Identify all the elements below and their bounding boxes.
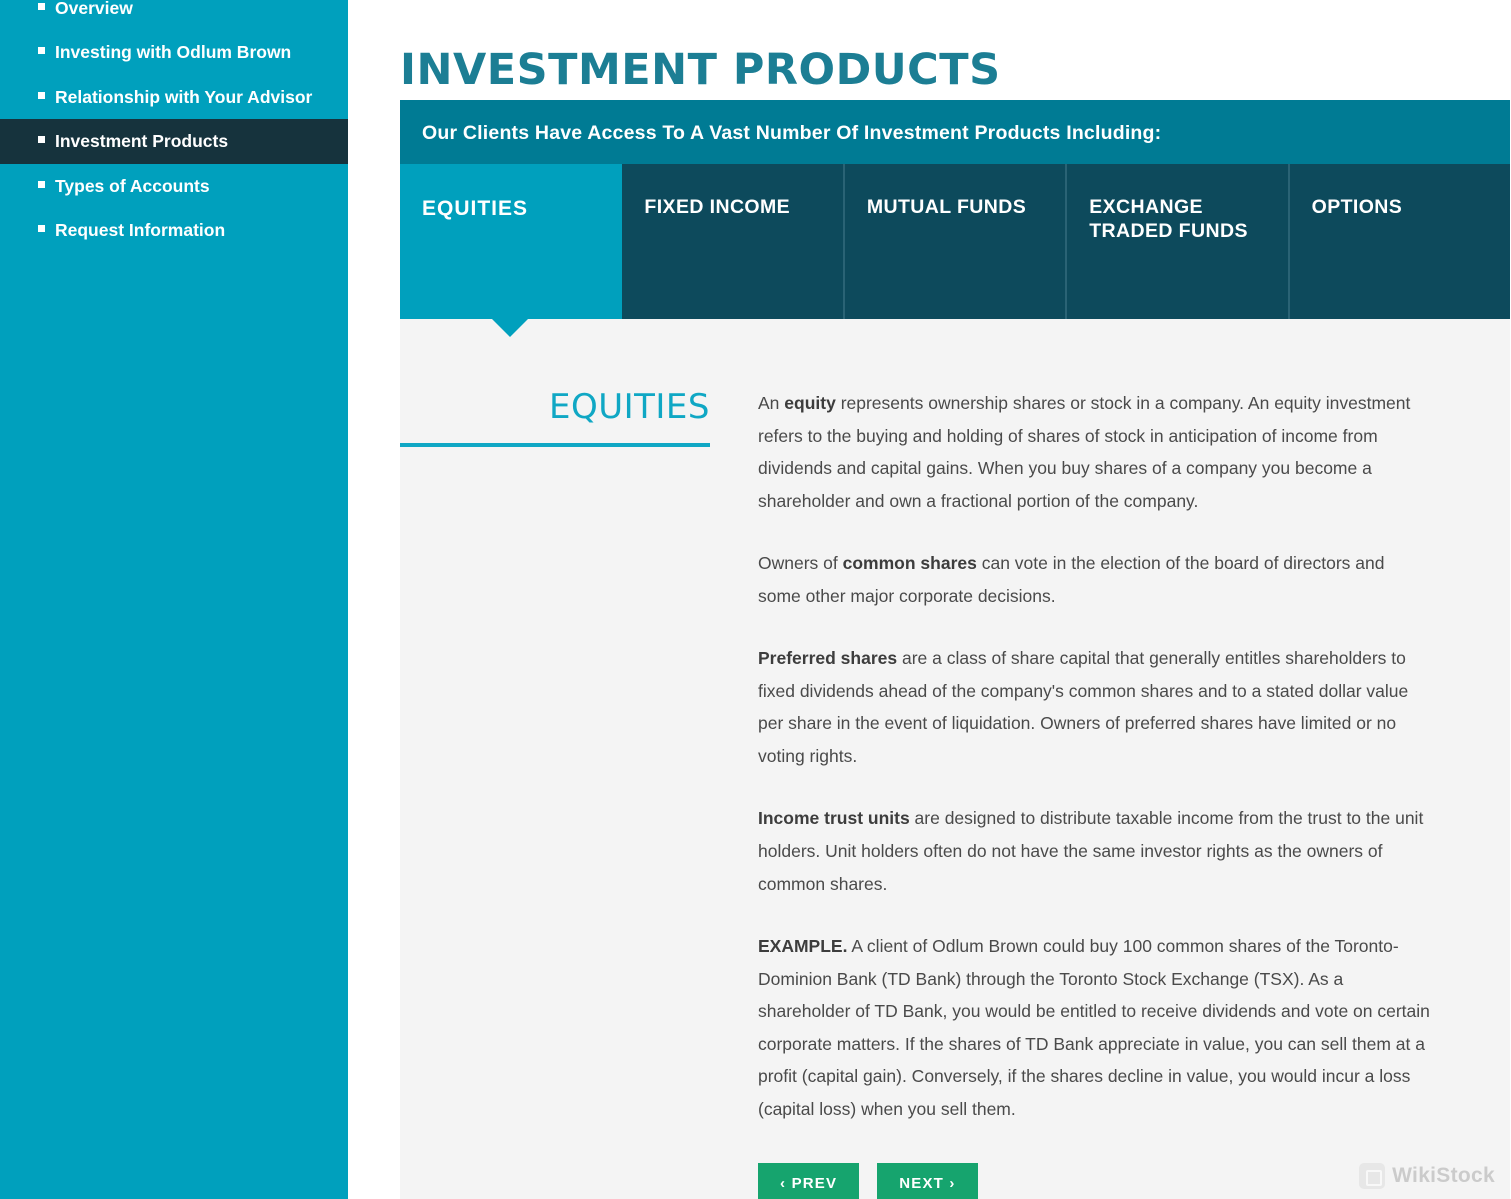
tab-label: EQUITIES	[422, 197, 529, 220]
bullet-icon	[38, 225, 45, 232]
paragraph-common-shares	[758, 547, 1430, 612]
sidebar-item-investing-with-odlum-brown[interactable]	[0, 30, 348, 74]
sidebar-item-overview[interactable]	[0, 0, 348, 30]
sidebar-item-label: Investment Products	[55, 131, 229, 152]
tab-label: EXCHANGE TRADED FUNDS	[1089, 196, 1248, 242]
paragraph-lead-plain: An	[758, 393, 785, 413]
sidebar-item-label: Relationship with Your Advisor	[55, 86, 313, 107]
watermark-label: WikiStock	[1392, 1164, 1495, 1187]
next-button[interactable]: NEXT ›	[877, 1163, 977, 1199]
sidebar-item-types-of-accounts[interactable]	[0, 164, 348, 208]
paragraph-lead-plain: Owners of	[758, 553, 843, 574]
paragraph-example	[758, 930, 1430, 1125]
sidebar-item-label: Types of Accounts	[55, 175, 210, 196]
bullet-icon	[38, 92, 45, 99]
bullet-icon	[38, 181, 45, 188]
paragraph-lead-bold: Preferred shares	[758, 648, 898, 669]
bullet-icon	[38, 3, 45, 10]
tab-label: OPTIONS	[1311, 196, 1403, 218]
paragraph-lead-bold: Income trust units	[758, 808, 910, 829]
sidebar-item-label: Request Information	[55, 219, 226, 240]
main-content	[348, 0, 1511, 1199]
paragraph-lead-bold: EXAMPLE.	[758, 936, 848, 957]
paragraph-rest: represents ownership shares or stock in a company. An equity investment refers to the buying and holding of shares of stock in anticipation of income from dividends and capital gains. When you buy shares of a company you become a shareholder and own a fractional portion of the company.	[758, 393, 1411, 511]
section-body	[710, 387, 1510, 1199]
tab-panel-equities	[400, 319, 1510, 1199]
sidebar-item-relationship-with-your-advisor[interactable]	[0, 75, 348, 119]
sidebar-nav-list	[0, 0, 348, 252]
pagination-controls	[758, 1155, 1430, 1199]
tab-exchange-traded-funds[interactable]	[1067, 164, 1289, 319]
tab-label: FIXED INCOME	[644, 196, 791, 218]
bullet-icon	[38, 136, 45, 143]
paragraph-lead-bold: common shares	[842, 553, 977, 574]
bullet-icon	[38, 47, 45, 54]
watermark-logo-icon	[1359, 1163, 1385, 1189]
sidebar	[0, 0, 348, 1199]
active-tab-arrow-icon	[492, 319, 528, 337]
tab-options[interactable]	[1290, 164, 1510, 319]
paragraph-rest: are designed to distribute taxable income from the trust to the unit holders. Unit holders often do not have the same investor rights as the owners of common shares.	[758, 808, 1424, 894]
sidebar-item-label: Investing with Odlum Brown	[55, 42, 292, 63]
sidebar-item-label: Overview	[55, 0, 133, 18]
section-title: EQUITIES	[400, 387, 710, 447]
paragraph-rest: A client of Odlum Brown could buy 100 common shares of the Toronto-Dominion Bank (TD Bank) through the Toronto Stock Exchange (TSX). As a shareholder of TD Bank, you would be entitled to receive dividends and vote on certain corporate matters. If the shares of TD Bank appreciate in value, you can sell them at a profit (capital gain). Conversely, if the shares decline in value, you would incur a loss (capital loss) when you sell them.	[758, 936, 1430, 1119]
paragraph-lead-bold: equity	[784, 393, 836, 413]
product-tabs	[400, 164, 1510, 319]
panel-header: Our Clients Have Access To A Vast Number Of Investment Products Including:	[400, 100, 1510, 164]
tab-fixed-income[interactable]	[622, 164, 844, 319]
paragraph-preferred-shares	[758, 642, 1430, 772]
prev-button[interactable]: ‹ PREV	[758, 1163, 859, 1199]
sidebar-item-request-information[interactable]	[0, 208, 348, 252]
paragraph-rest: are a class of share capital that generally entitles shareholders to fixed dividends ahead of the company's common shares and to a stated dollar value per share in the event of liquidation. Owners of preferred shares have limited or no voting rights.	[758, 648, 1409, 766]
tab-equities[interactable]	[400, 164, 622, 319]
page-title: INVESTMENT PRODUCTS	[400, 44, 1001, 95]
section-title-column	[400, 387, 710, 1199]
tab-mutual-funds[interactable]	[845, 164, 1067, 319]
tab-label: MUTUAL FUNDS	[866, 196, 1027, 218]
paragraph-equity	[758, 387, 1430, 517]
sidebar-item-investment-products[interactable]	[0, 119, 348, 163]
watermark	[1359, 1163, 1495, 1189]
paragraph-rest: can vote in the election of the board of directors and some other major corporate decisions.	[758, 553, 1385, 606]
paragraph-income-trust-units	[758, 802, 1430, 900]
products-panel	[400, 100, 1510, 1199]
